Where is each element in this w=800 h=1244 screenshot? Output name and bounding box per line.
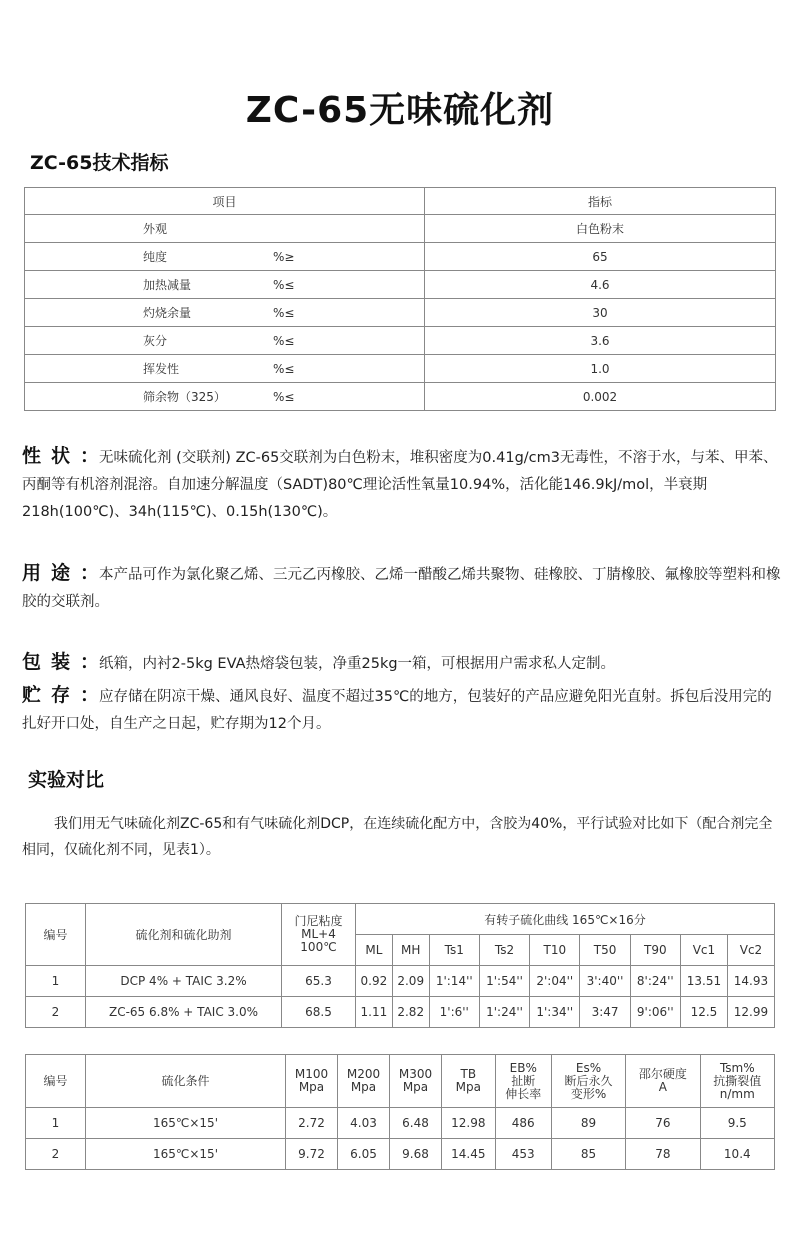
- spec-heading: ZC-65技术指标: [30, 152, 169, 174]
- t2-cond: 165℃×15': [86, 1108, 286, 1139]
- t2-col-header-line: 抗撕裂值: [713, 1073, 762, 1088]
- t2-col-header: [442, 1055, 496, 1108]
- spec-item-cell: [25, 215, 425, 243]
- t2-col-header: [495, 1055, 551, 1108]
- spec-item-name: 挥发性: [143, 362, 180, 376]
- t2-col-header-line: M200: [346, 1067, 381, 1081]
- properties-label: 性状: [22, 445, 81, 467]
- spec-row: [25, 243, 776, 271]
- t1-value: 2.82: [392, 997, 429, 1028]
- properties-colon: ：: [80, 445, 100, 467]
- t2-col-header-line: 邵尔硬度: [638, 1067, 687, 1081]
- t2-value: 486: [495, 1108, 551, 1139]
- spec-table: [24, 187, 776, 411]
- experiment-intro: 我们用无气味硫化剂ZC-65和有气味硫化剂DCP，在连续硫化配方中，含胶为40%，平行试验对比如下（配合剂完全相同，仅硫化剂不同，见表1）。: [22, 816, 773, 858]
- packaging-label: 包装: [22, 651, 81, 673]
- t2-value: 14.45: [442, 1139, 496, 1170]
- t2-col-header-line: M100: [294, 1067, 329, 1081]
- t2-row: [26, 1139, 775, 1170]
- usage-label: 用途: [22, 562, 81, 584]
- t1-value: 8':24'': [630, 966, 680, 997]
- t1-value: 1':24'': [479, 997, 529, 1028]
- t1-h-mooney: [282, 904, 356, 966]
- t2-no: 2: [26, 1139, 86, 1170]
- t2-col-header-line: 变形%: [570, 1086, 607, 1101]
- spec-col-value: 指标: [425, 188, 776, 215]
- t1-value: 0.92: [356, 966, 393, 997]
- properties-text: 无味硫化剂 (交联剂) ZC-65交联剂为白色粉末，堆积密度为0.41g/cm3无毒性，不溶于水，与苯、甲苯、丙酮等有机溶剂混溶。自加速分解温度（SADT)80℃理论活性氧量10.94%，活化能146.9kJ/mol，半衰期218h(100℃)、34h(115℃)、0.15h(130℃)。: [22, 450, 778, 520]
- t1-col-header: Ts1: [429, 935, 479, 966]
- t1-value: 2':04'': [530, 966, 580, 997]
- t1-header-row-1: [26, 904, 775, 935]
- spec-item-name: 灼烧余量: [143, 306, 192, 320]
- spec-item-value: 65: [425, 243, 776, 271]
- t2-col-header-line: Mpa: [455, 1080, 481, 1094]
- curing-curve-table: [25, 903, 775, 1028]
- t2-col-header-line: 断后永久: [564, 1073, 613, 1088]
- t2-col-header-line: Es%: [575, 1060, 602, 1075]
- t1-value: 1':54'': [479, 966, 529, 997]
- t1-agent: ZC-65 6.8% + TAIC 3.0%: [86, 997, 282, 1028]
- t1-h-no: 编号: [26, 904, 86, 966]
- t2-h-cond: 硫化条件: [86, 1055, 286, 1108]
- t1-h-mooney-2: ML+4: [301, 927, 336, 941]
- section-usage: [22, 560, 782, 616]
- spec-item-unit: %≥: [273, 250, 295, 264]
- t2-col-header-line: Mpa: [298, 1080, 325, 1094]
- t1-no: 1: [26, 966, 86, 997]
- t2-col-header-line: 伸长率: [505, 1086, 542, 1101]
- spec-item-unit: %≤: [273, 390, 295, 404]
- t1-h-agent: 硫化剂和硫化助剂: [86, 904, 282, 966]
- t1-h-mooney-1: 门尼粘度: [294, 914, 343, 928]
- t2-value: 4.03: [338, 1108, 390, 1139]
- t2-value: 9.68: [390, 1139, 442, 1170]
- t1-value: 14.93: [727, 966, 774, 997]
- t1-value: 1':34'': [530, 997, 580, 1028]
- spec-item-unit: %≤: [273, 278, 295, 292]
- t2-col-header: [626, 1055, 700, 1108]
- t2-value: 76: [626, 1108, 700, 1139]
- t2-col-header-line: M300: [398, 1067, 433, 1081]
- spec-item-cell: [25, 355, 425, 383]
- spec-header-row: [25, 188, 776, 215]
- t1-mooney: 65.3: [282, 966, 356, 997]
- t2-row: [26, 1108, 775, 1139]
- t1-value: 1':14'': [429, 966, 479, 997]
- t2-value: 453: [495, 1139, 551, 1170]
- storage-colon: ：: [80, 684, 100, 706]
- storage-label: 贮存: [22, 684, 81, 706]
- t2-value: 78: [626, 1139, 700, 1170]
- t2-value: 9.5: [700, 1108, 774, 1139]
- usage-text: 本产品可作为氯化聚乙烯、三元乙丙橡胶、乙烯一醋酸乙烯共聚物、硅橡胶、丁腈橡胶、氟橡胶等塑料和橡胶的交联剂。: [22, 567, 781, 610]
- t1-value: 3:47: [580, 997, 630, 1028]
- t1-col-header: T50: [580, 935, 630, 966]
- page-title: ZC-65无味硫化剂: [245, 90, 555, 131]
- t2-col-header-line: Tsm%: [719, 1060, 755, 1075]
- t1-value: 1.11: [356, 997, 393, 1028]
- t2-value: 89: [551, 1108, 625, 1139]
- spec-item-cell: [25, 327, 425, 355]
- spec-item-cell: [25, 243, 425, 271]
- packaging-colon: ：: [80, 651, 100, 673]
- t1-value: 1':6'': [429, 997, 479, 1028]
- spec-item-unit: %≤: [273, 362, 295, 376]
- spec-item-value: 0.002: [425, 383, 776, 411]
- t1-value: 9':06'': [630, 997, 680, 1028]
- spec-item-value: 3.6: [425, 327, 776, 355]
- spec-item-name: 纯度: [143, 250, 168, 264]
- t1-value: 3':40'': [580, 966, 630, 997]
- spec-item-value: 4.6: [425, 271, 776, 299]
- t2-col-header-line: TB: [460, 1067, 477, 1081]
- t2-col-header-line: A: [658, 1080, 667, 1094]
- t2-col-header: [286, 1055, 338, 1108]
- spec-item-name: 外观: [143, 222, 168, 236]
- t1-col-header: ML: [356, 935, 393, 966]
- spec-row: [25, 271, 776, 299]
- t1-col-header: T90: [630, 935, 680, 966]
- usage-colon: ：: [80, 562, 100, 584]
- t2-value: 6.05: [338, 1139, 390, 1170]
- t1-h-curve: 有转子硫化曲线 165℃×16分: [356, 904, 775, 935]
- packaging-text: 纸箱，内衬2-5kg EVA热熔袋包装，净重25kg一箱，可根据用户需求私人定制。: [99, 656, 616, 672]
- t1-col-header: T10: [530, 935, 580, 966]
- t2-value: 6.48: [390, 1108, 442, 1139]
- t2-cond: 165℃×15': [86, 1139, 286, 1170]
- t1-col-header: MH: [392, 935, 429, 966]
- t1-row: [26, 997, 775, 1028]
- t2-col-header: [551, 1055, 625, 1108]
- t2-no: 1: [26, 1108, 86, 1139]
- t1-value: 12.99: [727, 997, 774, 1028]
- spec-row: [25, 215, 776, 243]
- t2-col-header-line: Mpa: [402, 1080, 429, 1094]
- t2-col-header-line: n/mm: [719, 1086, 755, 1101]
- t1-col-header: Ts2: [479, 935, 529, 966]
- t1-value: 12.5: [680, 997, 727, 1028]
- spec-item-unit: %≤: [273, 334, 295, 348]
- spec-item-cell: [25, 383, 425, 411]
- spec-row: [25, 355, 776, 383]
- t2-value: 12.98: [442, 1108, 496, 1139]
- t2-col-header-line: EB%: [509, 1060, 537, 1075]
- t2-value: 10.4: [700, 1139, 774, 1170]
- t1-col-header: Vc2: [727, 935, 774, 966]
- section-packaging: [22, 649, 782, 678]
- t1-agent: DCP 4% + TAIC 3.2%: [86, 966, 282, 997]
- storage-text: 应存储在阴凉干燥、通风良好、温度不超过35℃的地方，包装好的产品应避免阳光直射。拆包后没用完的扎好开口处，自生产之日起，贮存期为12个月。: [22, 689, 772, 732]
- spec-item-value: 1.0: [425, 355, 776, 383]
- t1-value: 2.09: [392, 966, 429, 997]
- t1-col-header: Vc1: [680, 935, 727, 966]
- spec-item-name: 灰分: [143, 334, 168, 348]
- physical-properties-table: [25, 1054, 775, 1170]
- spec-col-item: 项目: [25, 188, 425, 215]
- section-properties: [22, 443, 782, 526]
- t2-col-header: [700, 1055, 774, 1108]
- t2-col-header-line: Mpa: [350, 1080, 377, 1094]
- t1-value: 13.51: [680, 966, 727, 997]
- t2-value: 9.72: [286, 1139, 338, 1170]
- spec-item-unit: %≤: [273, 306, 295, 320]
- spec-item-name: 筛余物（325）: [143, 390, 226, 404]
- spec-item-name: 加热减量: [143, 278, 192, 292]
- t1-mooney: 68.5: [282, 997, 356, 1028]
- spec-item-value: 白色粉末: [425, 215, 776, 243]
- experiment-heading: 实验对比: [28, 769, 105, 791]
- t2-value: 85: [551, 1139, 625, 1170]
- t2-col-header: [338, 1055, 390, 1108]
- spec-row: [25, 383, 776, 411]
- t1-h-mooney-3: 100℃: [300, 940, 337, 954]
- spec-row: [25, 327, 776, 355]
- t2-col-header-line: 扯断: [511, 1073, 536, 1088]
- t2-col-header: [390, 1055, 442, 1108]
- t2-header-row: [26, 1055, 775, 1108]
- t1-row: [26, 966, 775, 997]
- spec-item-value: 30: [425, 299, 776, 327]
- t1-no: 2: [26, 997, 86, 1028]
- spec-item-cell: [25, 299, 425, 327]
- spec-row: [25, 299, 776, 327]
- spec-item-cell: [25, 271, 425, 299]
- t2-value: 2.72: [286, 1108, 338, 1139]
- section-storage: [22, 682, 782, 738]
- t2-h-no: 编号: [26, 1055, 86, 1108]
